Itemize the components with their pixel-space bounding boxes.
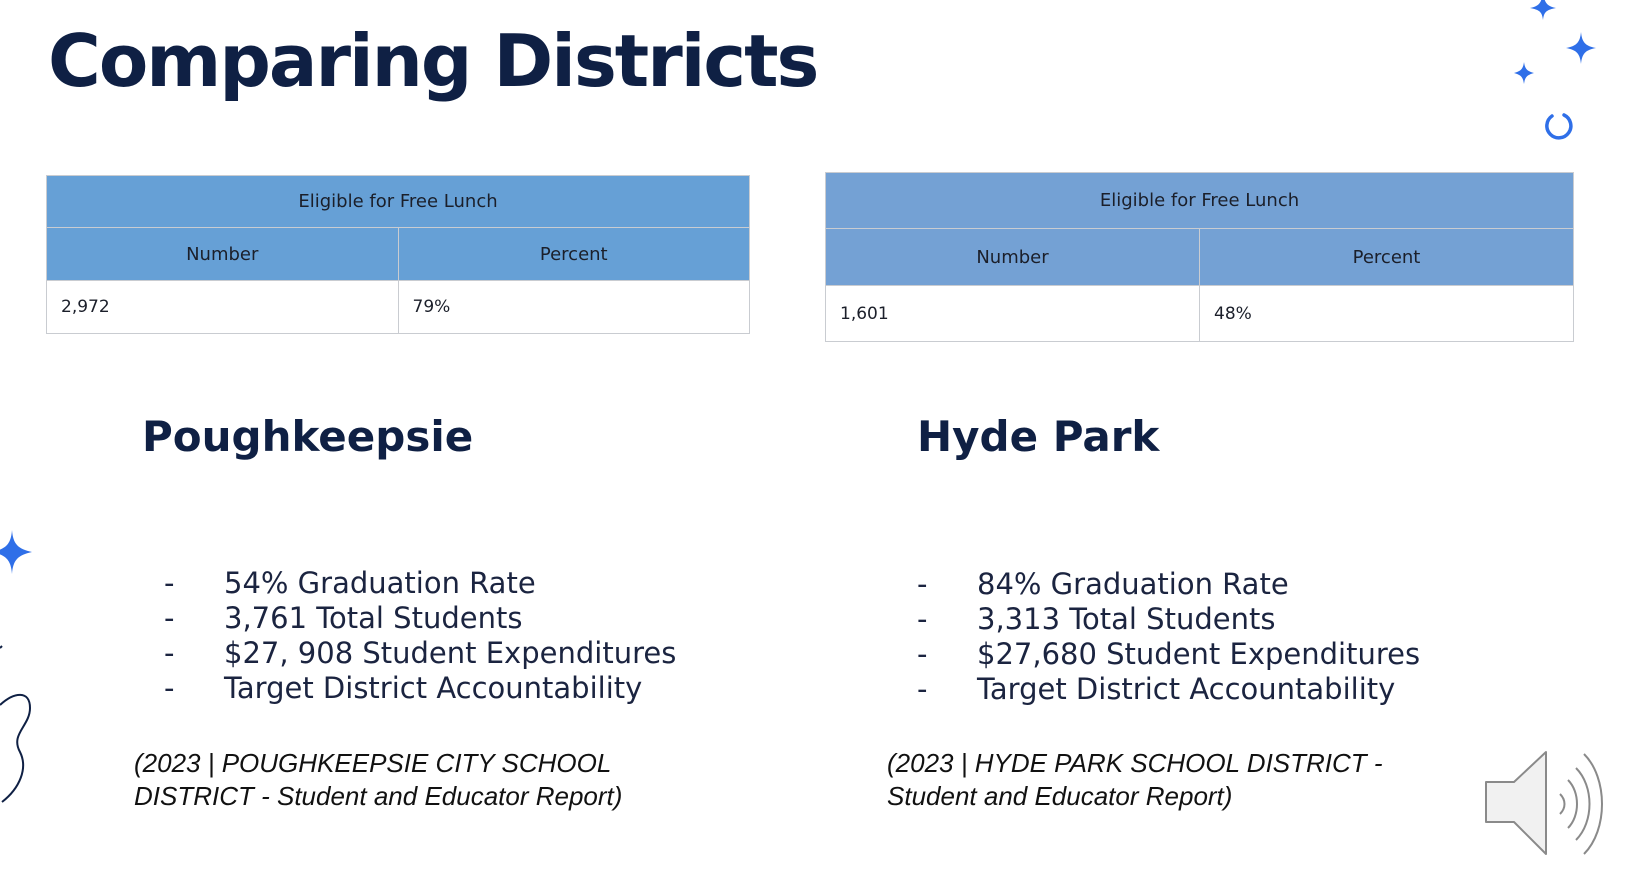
- table-header: Eligible for Free Lunch: [47, 176, 750, 228]
- bullet-dash: -: [164, 671, 175, 705]
- stat-text: 3,313 Total Students: [977, 602, 1276, 636]
- free-lunch-table-poughkeepsie: [46, 175, 750, 334]
- sparkle-icon: [1514, 62, 1534, 84]
- citation-line: (2023 | HYDE PARK SCHOOL DISTRICT -: [887, 748, 1383, 778]
- bullet-dash: -: [917, 672, 928, 706]
- column-header-percent: Percent: [1200, 229, 1574, 286]
- stat-text: Target District Accountability: [224, 671, 643, 705]
- column-header-number: Number: [47, 228, 399, 281]
- list-item: [917, 672, 1420, 707]
- citation-line: Student and Educator Report): [887, 781, 1233, 811]
- stat-text: Target District Accountability: [977, 672, 1396, 706]
- bullet-dash: -: [164, 601, 175, 635]
- sparkle-icon: [1566, 32, 1596, 64]
- bullet-dash: -: [164, 636, 175, 670]
- citation-line: (2023 | POUGHKEEPSIE CITY SCHOOL: [134, 748, 612, 778]
- list-item: [917, 567, 1420, 602]
- citation-hyde-park: [887, 747, 1383, 813]
- column-header-number: Number: [826, 229, 1200, 286]
- cell-number: 1,601: [826, 286, 1200, 342]
- ring-icon: [1540, 110, 1576, 146]
- cell-percent: 48%: [1200, 286, 1574, 342]
- list-item: [917, 637, 1420, 672]
- stat-text: 54% Graduation Rate: [224, 566, 536, 600]
- stat-text: $27, 908 Student Expenditures: [224, 636, 677, 670]
- bullet-dash: -: [164, 566, 175, 600]
- cell-number: 2,972: [47, 281, 399, 334]
- list-item: [164, 671, 676, 706]
- list-item: [164, 566, 676, 601]
- list-item: [164, 601, 676, 636]
- stat-text: 3,761 Total Students: [224, 601, 523, 635]
- page-title: Comparing Districts: [48, 19, 818, 103]
- sparkle-icon: [0, 530, 32, 574]
- sparkle-icon: [1528, 0, 1558, 20]
- doodle-icon: [0, 630, 40, 810]
- free-lunch-table-hyde-park: [825, 172, 1574, 342]
- list-item: [164, 636, 676, 671]
- stats-list-poughkeepsie: [164, 566, 676, 706]
- bullet-dash: -: [917, 567, 928, 601]
- list-item: [917, 602, 1420, 637]
- citation-line: DISTRICT - Student and Educator Report): [134, 781, 623, 811]
- column-header-percent: Percent: [398, 228, 750, 281]
- stat-text: 84% Graduation Rate: [977, 567, 1289, 601]
- table-header: Eligible for Free Lunch: [826, 173, 1574, 229]
- speaker-icon: [1484, 750, 1626, 860]
- table-row: [47, 281, 750, 334]
- district-name-hyde-park: Hyde Park: [917, 412, 1160, 461]
- stats-list-hyde-park: [917, 567, 1420, 707]
- cell-percent: 79%: [398, 281, 750, 334]
- district-name-poughkeepsie: Poughkeepsie: [142, 412, 474, 461]
- bullet-dash: -: [917, 602, 928, 636]
- bullet-dash: -: [917, 637, 928, 671]
- table-row: [826, 286, 1574, 342]
- citation-poughkeepsie: [134, 747, 622, 813]
- stat-text: $27,680 Student Expenditures: [977, 637, 1421, 671]
